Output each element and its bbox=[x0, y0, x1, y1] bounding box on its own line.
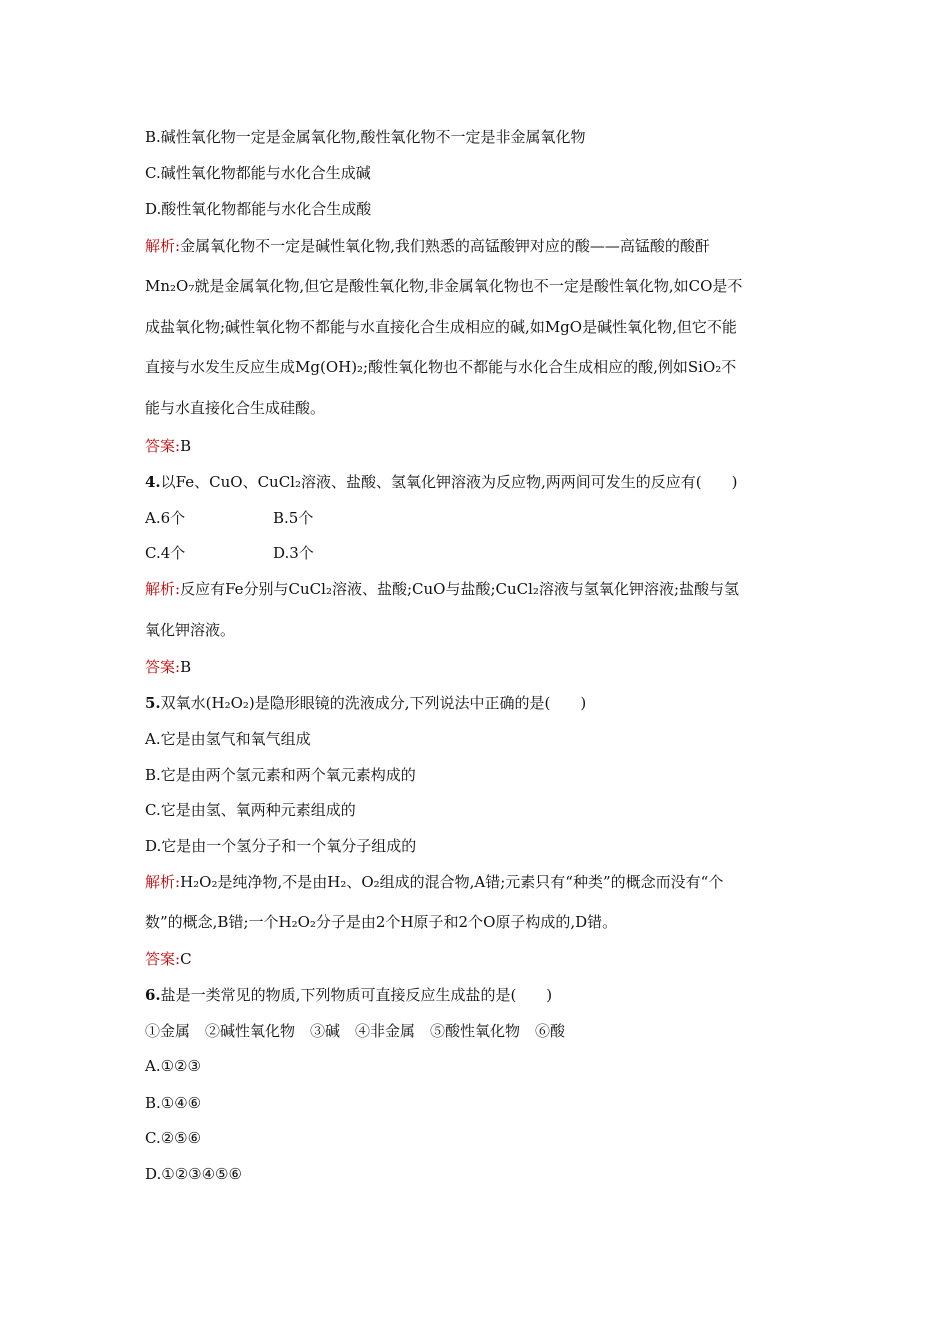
q5-option-c: C.它是由氢、氧两种元素组成的 bbox=[145, 801, 356, 819]
q4-analysis-text-1: 反应有Fe分别与CuCl₂溶液、盐酸;CuO与盐酸;CuCl₂溶液与氢氧化钾溶液;盐酸与氢 bbox=[180, 580, 739, 598]
q3-option-b: B.碱性氧化物一定是金属氧化物,酸性氧化物不一定是非金属氧化物 bbox=[145, 128, 586, 146]
q6-stem-line bbox=[145, 985, 552, 1005]
q4-answer-line: 答案:B bbox=[145, 658, 192, 676]
q5-answer-line: 答案:C bbox=[145, 950, 192, 968]
q5-analysis-line-1: 解析:H₂O₂是纯净物,不是由H₂、O₂组成的混合物,A错;元素只有“种类”的概念而没有“个 bbox=[145, 873, 724, 891]
q4-number: 4. bbox=[145, 473, 161, 491]
q6-option-c: C.②⑤⑥ bbox=[145, 1129, 202, 1147]
q4-option-b: B.5个 bbox=[273, 509, 314, 527]
answer-label: 答案 bbox=[145, 950, 176, 968]
analysis-label: 解析 bbox=[145, 873, 176, 891]
q6-option-d: D.①②③④⑤⑥ bbox=[145, 1165, 242, 1183]
q3-answer: B bbox=[180, 437, 192, 455]
q4-option-c: C.4个 bbox=[145, 544, 186, 562]
q4-option-d: D.3个 bbox=[273, 544, 314, 562]
q6-option-b: B.①④⑥ bbox=[145, 1094, 202, 1112]
q5-number: 5. bbox=[145, 694, 161, 712]
q3-option-c: C.碱性氧化物都能与水化合生成碱 bbox=[145, 164, 371, 182]
q3-analysis-line-2: Mn₂O₇就是金属氧化物,但它是酸性氧化物,非金属氧化物也不一定是酸性氧化物,如CO是不 bbox=[145, 277, 743, 295]
q4-analysis-line-2: 氧化钾溶液。 bbox=[145, 621, 236, 639]
q4-option-a: A.6个 bbox=[145, 509, 186, 527]
q5-option-b: B.它是由两个氢元素和两个氧元素构成的 bbox=[145, 766, 416, 784]
q4-options-row-1 bbox=[145, 508, 445, 528]
q3-analysis-line-1: 解析:金属氧化物不一定是碱性氧化物,我们熟悉的高锰酸钾对应的酸——高锰酸的酸酐 bbox=[145, 237, 710, 255]
q4-stem: 以Fe、CuO、CuCl₂溶液、盐酸、氢氧化钾溶液为反应物,两两间可发生的反应有( ) bbox=[160, 473, 738, 491]
analysis-label: 解析 bbox=[145, 237, 176, 255]
q6-number: 6. bbox=[145, 986, 161, 1004]
answer-label: 答案 bbox=[145, 658, 176, 676]
q3-analysis-line-5: 能与水直接化合生成硅酸。 bbox=[145, 399, 326, 417]
q5-option-d: D.它是由一个氢分子和一个氧分子组成的 bbox=[145, 837, 417, 855]
q5-analysis-line-2: 数”的概念,B错;一个H₂O₂分子是由2个H原子和2个O原子构成的,D错。 bbox=[145, 913, 618, 931]
q5-option-a: A.它是由氢气和氧气组成 bbox=[145, 730, 311, 748]
answer-label: 答案 bbox=[145, 437, 176, 455]
analysis-label: 解析 bbox=[145, 580, 176, 598]
q4-options-row-2 bbox=[145, 543, 445, 563]
q4-answer: B bbox=[180, 658, 192, 676]
q5-analysis-text-1: H₂O₂是纯净物,不是由H₂、O₂组成的混合物,A错;元素只有“种类”的概念而没有“个 bbox=[180, 873, 724, 891]
q3-analysis-line-4: 直接与水发生反应生成Mg(OH)₂;酸性氧化物也不都能与水化合生成相应的酸,例如SiO₂不 bbox=[145, 358, 737, 376]
q4-stem-line bbox=[145, 472, 737, 492]
q5-answer: C bbox=[180, 950, 192, 968]
q3-analysis-text-1: 金属氧化物不一定是碱性氧化物,我们熟悉的高锰酸钾对应的酸——高锰酸的酸酐 bbox=[180, 237, 710, 255]
q3-answer-line: 答案:B bbox=[145, 437, 192, 455]
q3-analysis-line-3: 成盐氧化物;碱性氧化物不都能与水直接化合生成相应的碱,如MgO是碱性氧化物,但它不能 bbox=[145, 318, 737, 336]
q6-option-a: A.①②③ bbox=[145, 1057, 201, 1075]
q4-analysis-line-1: 解析:反应有Fe分别与CuCl₂溶液、盐酸;CuO与盐酸;CuCl₂溶液与氢氧化钾溶液;盐酸与氢 bbox=[145, 580, 739, 598]
q6-items: ①金属 ②碱性氧化物 ③碱 ④非金属 ⑤酸性氧化物 ⑥酸 bbox=[145, 1022, 566, 1040]
q6-stem: 盐是一类常见的物质,下列物质可直接反应生成盐的是( ) bbox=[160, 986, 553, 1004]
q5-stem: 双氧水(H₂O₂)是隐形眼镜的洗液成分,下列说法中正确的是( ) bbox=[160, 694, 587, 712]
q5-stem-line bbox=[145, 693, 586, 713]
q3-option-d: D.酸性氧化物都能与水化合生成酸 bbox=[145, 200, 372, 218]
